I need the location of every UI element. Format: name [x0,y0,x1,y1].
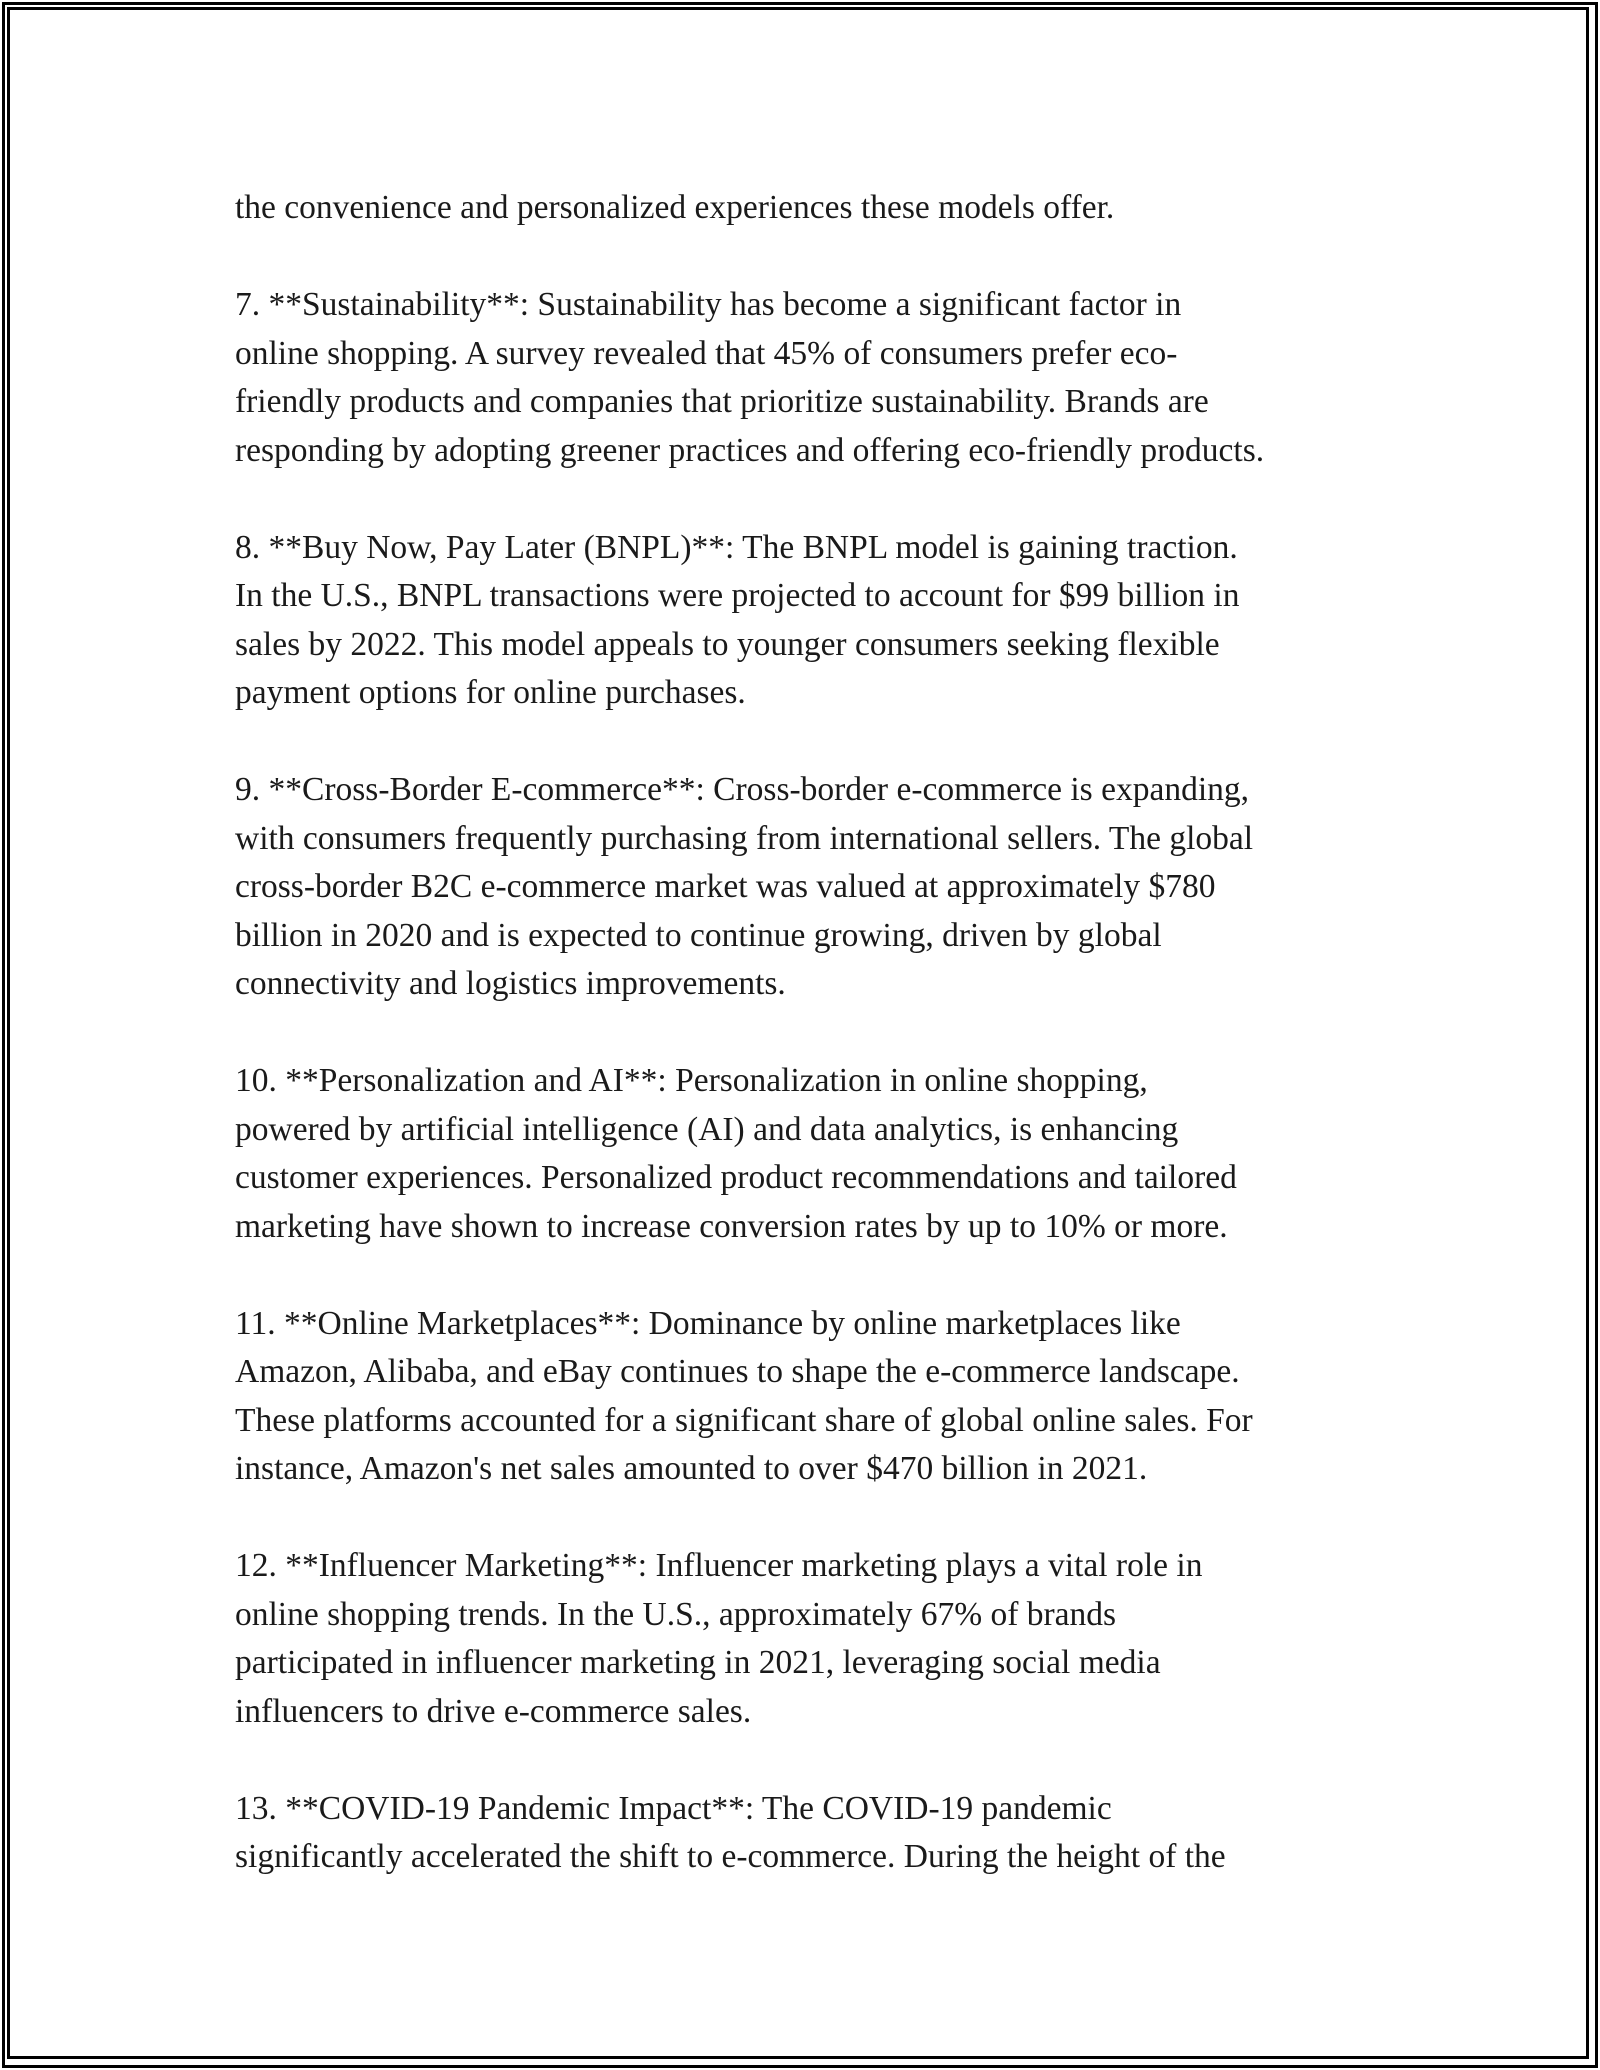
paragraph-cross-border: 9. **Cross-Border E-commerce**: Cross-border e-commerce is expanding, with consumers frequently purchasing from international sellers. The global cross-border B2C e-commerce market was valued at approximately $780 billion in 2020 and is expected to continue growing, driven by global connectivity and logistics improvements. [235,771,1254,1002]
paragraph-continuation: the convenience and personalized experiences these models offer. [235,189,1115,226]
paragraph-sustainability: 7. **Sustainability**: Sustainability has become a significant factor in online shopping. A survey revealed that 45% of consumers prefer eco- friendly products and companies that prioritize sustainability. Brands are responding by adopting greener practices and offering eco-friendly products. [235,286,1265,469]
paragraph-covid-impact: 13. **COVID-19 Pandemic Impact**: The COVID-19 pandemic significantly accelerated the shift to e-commerce. During the height of the [235,1789,1226,1875]
paragraph-online-marketplaces: 11. **Online Marketplaces**: Dominance by online marketplaces like Amazon, Alibaba, and eBay continues to shape the e-commerce landscape. These platforms accounted for a significant share of global online sales. For instance, Amazon's net sales amounted to over $470 billion in 2021. [235,1304,1253,1487]
paragraph-influencer-marketing: 12. **Influencer Marketing**: Influencer marketing plays a vital role in online shopping trends. In the U.S., approximately 67% of brands participated in influencer marketing in 2021, leveraging social media influencers to drive e-commerce sales. [235,1547,1203,1730]
paragraph-bnpl: 8. **Buy Now, Pay Later (BNPL)**: The BNPL model is gaining traction. In the U.S., BNPL transactions were projected to account for $99 billion in sales by 2022. This model appeals to younger consumers seeking flexible payment options for online purchases. [235,528,1240,711]
paragraph-personalization-ai: 10. **Personalization and AI**: Personalization in online shopping, powered by artificial intelligence (AI) and data analytics, is enhancing customer experiences. Personalized product recommendations and tailored marketing have shown to increase conversion rates by up to 10% or more. [235,1062,1237,1245]
document-body [235,184,1385,1930]
